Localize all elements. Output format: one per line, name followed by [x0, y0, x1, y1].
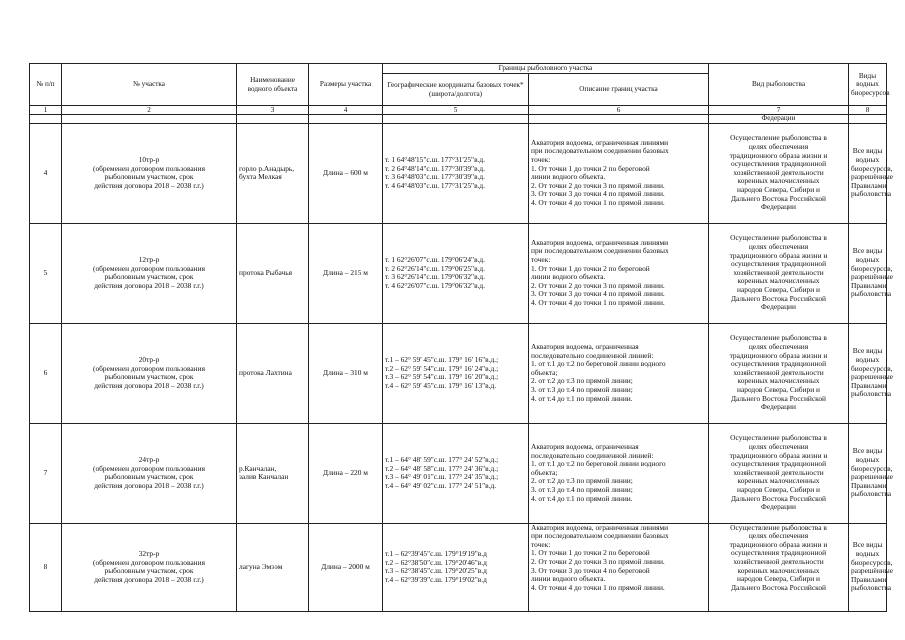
- coordinates-cell-line: т. 2 64°48'14"с.ш. 177°30'39"в.д.: [385, 163, 486, 173]
- fishing-type-cell-line: целях обеспечения: [748, 442, 809, 452]
- bounds-description-cell: [529, 423, 709, 523]
- bounds-description-cell: [529, 523, 709, 611]
- site-number-cell-line: (обременен договором пользования: [93, 463, 205, 473]
- species-cell-line: рыболовства: [851, 489, 892, 499]
- fishing-type-cell-line: осуществления традиционной: [730, 359, 827, 369]
- bounds-description-cell-line: линии водного объекта.: [531, 172, 606, 182]
- header-species: Виды водных биоресурсов: [849, 64, 887, 106]
- coordinates-cell-line: т.1 – 62° 59' 45"с.ш. 179° 16' 16"в.д.;: [385, 354, 499, 364]
- header-fishing-type: Вид рыболовства: [709, 64, 849, 106]
- coordinates-cell-line: т.4 – 62°39'39"с.ш. 179°19'02"в.д: [385, 574, 487, 584]
- fishing-type-cell-line: целях обеспечения: [748, 242, 809, 252]
- bounds-description-cell-line: объекта;: [531, 467, 558, 477]
- fishing-sites-table: [29, 63, 893, 612]
- site-number-cell-line: 20тр-р: [138, 354, 160, 364]
- bounds-description-cell-line: 1. От точки 1 до точки 2 по береговой: [531, 163, 650, 173]
- fishing-type-cell-line: народов Севера, Сибири и: [737, 284, 820, 294]
- bounds-description-cell-line: 3. От точки 3 до точки 4 по прямой линии.: [531, 189, 665, 199]
- water-body-cell-line: горло р.Анадырь,: [239, 163, 295, 173]
- bounds-description-cell-line: 4. От точки 4 до точки 1 по прямой линии.: [531, 297, 665, 307]
- fishing-type-cell-line: Осуществление рыболовства в: [730, 233, 827, 243]
- bounds-description-cell-line: 1. от т.1 до т.2 по береговой линии водного: [531, 359, 666, 369]
- water-body-cell-line: залив Канчалан: [239, 472, 289, 482]
- coordinates-cell-line: т.1 – 62°39'45"с.ш. 179°19'19"в.д: [385, 548, 487, 558]
- table-row: [30, 323, 887, 423]
- bounds-description-cell-line: 4. от т.4 до т.1 по прямой линии.: [531, 493, 633, 503]
- coordinates-cell-line: т.1 – 64° 48' 59"с.ш. 177° 24' 52"в.д.;: [385, 454, 499, 464]
- site-number-cell-line: (обременен договором пользования: [93, 557, 205, 567]
- bounds-description-cell-line: 3. от т.3 до т.4 по прямой линии;: [531, 384, 633, 394]
- coordinates-cell-line: т.4 – 64° 49' 02"с.ш. 177° 24' 51"в.д.: [385, 480, 497, 490]
- header-water-body: Наименование водного объекта: [237, 64, 309, 106]
- fishing-type-cell: [709, 123, 849, 223]
- fishing-type-cell-line: Федерации: [761, 502, 796, 512]
- fishing-type-cell-line: Федерации: [761, 302, 796, 312]
- bounds-description-cell-line: при последовательном соединении базовых: [531, 146, 669, 156]
- bounds-description-cell-line: Акватория водоема, ограниченная: [531, 442, 639, 452]
- column-number: 4: [309, 106, 383, 115]
- species-cell-line: разрешенные: [851, 372, 893, 382]
- site-size-cell: Длина – 2000 м: [309, 523, 383, 611]
- coordinates-cell-line: т. 2 62°26'14"с.ш. 179°06'25"в.д.: [385, 263, 486, 273]
- fishing-type-cell-line: традиционного образа жизни и: [729, 250, 828, 260]
- table-row: [30, 423, 887, 523]
- fishing-type-cell-line: целях обеспечения: [748, 531, 809, 541]
- header-coordinates: Географические координаты базовых точек* (широта/долгота): [383, 74, 529, 106]
- species-cell: [849, 323, 893, 423]
- species-cell: [849, 423, 893, 523]
- bounds-description-cell-line: при последовательном соединении базовых: [531, 246, 669, 256]
- bounds-description-cell-line: 3. От точки 3 до точки 4 по прямой линии.: [531, 289, 665, 299]
- bounds-description-cell-line: 2. От точки 2 до точки 3 по прямой линии.: [531, 280, 665, 290]
- row-number: 4: [30, 123, 62, 223]
- fishing-type-cell-line: Осуществление рыболовства в: [730, 133, 827, 143]
- species-cell-line: Правилами: [851, 380, 887, 390]
- species-cell-line: биоресурсов,: [851, 263, 893, 273]
- fishing-type-cell-line: коренных малочисленных: [737, 476, 820, 486]
- fishing-type-cell-line: хозяйственной деятельности: [733, 467, 824, 477]
- species-cell-line: водных: [855, 254, 880, 264]
- species-cell-line: разрешённые: [851, 172, 893, 182]
- site-size-cell: Длина – 220 м: [309, 423, 383, 523]
- header-row-top: [30, 64, 887, 74]
- coordinates-cell-line: т.4 – 62° 59' 45"с.ш. 179° 16' 13"в.д.: [385, 380, 497, 390]
- bounds-description-cell-line: 2. от т.2 до т.3 по прямой линии;: [531, 476, 633, 486]
- coordinates-cell-line: т. 1 62°26'07"с.ш. 179°06'24"в.д.: [385, 254, 486, 264]
- water-body-cell-line: р.Канчалан,: [239, 463, 277, 473]
- water-body-cell: [237, 223, 309, 323]
- coordinates-cell-line: т. 4 62°26'07"с.ш. 179°06'32"в.д.: [385, 280, 486, 290]
- coordinates-cell-line: т.3 – 62° 59' 54"с.ш. 179° 16' 20"в.д.;: [385, 372, 499, 382]
- column-numbers-row: [30, 106, 887, 115]
- bounds-description-cell: [529, 223, 709, 323]
- fishing-type-cell-line: Дальнего Востока Российской: [730, 493, 827, 503]
- bounds-description-cell: [529, 323, 709, 423]
- species-cell-line: водных: [855, 548, 880, 558]
- fishing-type-cell-line: Федерации: [761, 202, 796, 212]
- bounds-description-cell-line: 3. От точки 3 до точки 4 по береговой: [531, 565, 650, 575]
- coordinates-cell: [383, 423, 529, 523]
- row-number: 6: [30, 323, 62, 423]
- site-number-cell-line: 32тр-р: [138, 548, 160, 558]
- site-number-cell: [62, 223, 237, 323]
- fishing-type-cell-line: Федерации: [761, 402, 796, 412]
- fishing-type-cell-line: Осуществление рыболовства в: [730, 333, 827, 343]
- bounds-description-cell-line: 3. от т.3 до т.4 по прямой линии;: [531, 484, 633, 494]
- fishing-type-cell-line: народов Севера, Сибири и: [737, 484, 820, 494]
- bounds-description-cell-line: 4. От точки 4 до точки 1 по прямой линии.: [531, 582, 665, 592]
- site-number-cell-line: действия договора 2018 – 2038 г.г.): [94, 180, 204, 190]
- species-cell-line: биоресурсов,: [851, 363, 893, 373]
- bounds-description-cell-line: 1. От точки 1 до точки 2 по береговой: [531, 263, 650, 273]
- column-number: 5: [383, 106, 529, 115]
- column-number: 6: [529, 106, 709, 115]
- row-number: 5: [30, 223, 62, 323]
- species-cell-line: рыболовства: [851, 189, 892, 199]
- site-number-cell: [62, 423, 237, 523]
- bounds-description-cell-line: 4. От точки 4 до точки 1 по прямой линии.: [531, 197, 665, 207]
- header-site-number: № участка: [62, 64, 237, 106]
- fishing-type-cell: [709, 223, 849, 323]
- bounds-description-cell-line: 4. от т.4 до т.1 по прямой линии.: [531, 393, 633, 403]
- fishing-type-cell-line: Дальнего Востока Российской: [730, 193, 827, 203]
- species-cell-line: Правилами: [851, 280, 887, 290]
- bounds-description-cell-line: при последовательном соединении базовых: [531, 531, 669, 541]
- fishing-type-cell-line: традиционного образа жизни и: [729, 450, 828, 460]
- species-cell-line: водных: [855, 154, 880, 164]
- coordinates-cell: [383, 323, 529, 423]
- site-number-cell-line: (обременен договором пользования: [93, 363, 205, 373]
- bounds-description-cell-line: линии водного объекта.: [531, 272, 606, 282]
- fishing-type-cell-line: хозяйственной деятельности: [733, 167, 824, 177]
- fishing-type-cell-line: коренных малочисленных: [737, 176, 820, 186]
- fishing-type-cell: [709, 323, 849, 423]
- fishing-type-cell-line: коренных малочисленных: [737, 376, 820, 386]
- species-cell-line: водных: [855, 454, 880, 464]
- continuation-row: [30, 115, 887, 124]
- coordinates-cell-line: т.2 – 64° 48' 58"с.ш. 177° 24' 36"в.д.;: [385, 463, 499, 473]
- bounds-description-cell-line: объекта;: [531, 367, 558, 377]
- species-cell-line: водных: [855, 354, 880, 364]
- bounds-description-cell-line: точек:: [531, 254, 551, 264]
- table-row: [30, 223, 887, 323]
- header-site-size: Размеры участка: [309, 64, 383, 106]
- header-row-number: № п/п: [30, 64, 62, 106]
- coordinates-cell-line: т. 1 64°48'15"с.ш. 177°31'25"в.д.: [385, 154, 486, 164]
- site-number-cell-line: действия договора 2018 – 2038 г.г.): [94, 280, 204, 290]
- water-body-cell: [237, 123, 309, 223]
- fishing-type-cell-line: осуществления традиционной: [730, 259, 827, 269]
- species-cell-line: рыболовства: [851, 289, 892, 299]
- site-number-cell: [62, 323, 237, 423]
- fishing-type-cell-line: Осуществление рыболовства в: [730, 522, 827, 532]
- site-size-cell: Длина – 310 м: [309, 323, 383, 423]
- bounds-description-cell-line: линии водного объекта.: [531, 574, 606, 584]
- water-body-cell-line: бухта Мелкая: [239, 172, 282, 182]
- table-body: [30, 123, 893, 611]
- fishing-type-cell-line: народов Севера, Сибири и: [737, 574, 820, 584]
- site-number-cell-line: рыболовным участком, срок: [104, 372, 194, 382]
- bounds-description-cell-line: 1. от т.1 до т.2 по береговой линии водного: [531, 459, 666, 469]
- column-number: 7: [709, 106, 849, 115]
- coordinates-cell: [383, 523, 529, 611]
- site-number-cell-line: (обременен договором пользования: [93, 163, 205, 173]
- water-body-cell-line: протока Лахтина: [239, 367, 292, 377]
- species-cell-line: рыболовства: [851, 583, 892, 593]
- species-cell-line: биоресурсов,: [851, 163, 893, 173]
- site-number-cell-line: рыболовным участком, срок: [104, 272, 194, 282]
- header-bounds-description: Описание границ участка: [529, 74, 709, 106]
- coordinates-cell-line: т.3 – 62°38'45"с.ш. 179°20'25"в.д: [385, 566, 487, 576]
- site-number-cell: [62, 523, 237, 611]
- bounds-description-cell-line: 2. От точки 2 до точки 3 по прямой линии.: [531, 180, 665, 190]
- bounds-description-cell-line: Акватория водоема, ограниченная: [531, 342, 639, 352]
- species-cell-line: разрешённые: [851, 272, 893, 282]
- fishing-type-cell-line: осуществления традиционной: [730, 459, 827, 469]
- continuation-text: Федерации: [709, 115, 849, 124]
- bounds-description-cell-line: точек:: [531, 539, 551, 549]
- row-number: 8: [30, 523, 62, 611]
- species-cell-line: Все виды: [852, 146, 883, 156]
- fishing-type-cell-line: традиционного образа жизни и: [729, 150, 828, 160]
- water-body-cell: [237, 323, 309, 423]
- header-site-bounds: Границы рыболовного участка: [383, 64, 709, 74]
- coordinates-cell: [383, 123, 529, 223]
- coordinates-cell-line: т. 4 64°48'03"с.ш. 177°31'25"в.д.: [385, 180, 486, 190]
- site-number-cell-line: (обременен договором пользования: [93, 263, 205, 273]
- bounds-description-cell-line: Акватория водоема, ограниченная линиями: [531, 522, 669, 532]
- site-number-cell: [62, 123, 237, 223]
- site-number-cell-line: рыболовным участком, срок: [104, 172, 194, 182]
- fishing-type-cell-line: традиционного образа жизни и: [729, 350, 828, 360]
- bounds-description-cell-line: последовательно соединенной линией:: [531, 450, 654, 460]
- fishing-type-cell-line: коренных малочисленных: [737, 565, 820, 575]
- site-number-cell-line: 12тр-р: [138, 254, 160, 264]
- table-row: [30, 523, 887, 611]
- site-number-cell-line: действия договора 2018 – 2038 г.г.): [94, 480, 204, 490]
- fishing-type-cell-line: Дальнего Востока Российской: [730, 293, 827, 303]
- site-number-cell-line: рыболовным участком, срок: [104, 566, 194, 576]
- coordinates-cell: [383, 223, 529, 323]
- fishing-type-cell: [709, 423, 849, 523]
- coordinates-cell-line: т.3 – 64° 49' 01"с.ш. 177° 24' 35"в.д.;: [385, 472, 499, 482]
- species-cell-line: Все виды: [852, 540, 883, 550]
- site-number-cell-line: рыболовным участком, срок: [104, 472, 194, 482]
- fishing-type-cell-line: хозяйственной деятельности: [733, 367, 824, 377]
- site-size-cell: Длина – 600 м: [309, 123, 383, 223]
- column-number: 1: [30, 106, 62, 115]
- site-size-cell: Длина – 215 м: [309, 223, 383, 323]
- species-cell-line: Правилами: [851, 574, 887, 584]
- fishing-type-cell-line: Осуществление рыболовства в: [730, 433, 827, 443]
- coordinates-cell-line: т. 3 62°26'14"с.ш. 179°06'32"в.д.: [385, 272, 486, 282]
- bounds-description-cell-line: Акватория водоема, ограниченная линиями: [531, 237, 669, 247]
- water-body-cell-line: протока Рыбачья: [239, 267, 292, 277]
- fishing-type-cell-line: народов Севера, Сибири и: [737, 384, 820, 394]
- site-number-cell-line: 10тр-р: [138, 154, 160, 164]
- coordinates-cell-line: т. 3 64°48'03"с.ш. 177°30'39"в.д.: [385, 172, 486, 182]
- species-cell-line: разрешенные: [851, 472, 893, 482]
- fishing-type-cell-line: осуществления традиционной: [730, 548, 827, 558]
- species-cell: [849, 223, 893, 323]
- bounds-description-cell-line: 1. От точки 1 до точки 2 по береговой: [531, 548, 650, 558]
- water-body-cell: [237, 523, 309, 611]
- site-number-cell-line: действия договора 2018 – 2038 г.г.): [94, 380, 204, 390]
- species-cell: [849, 523, 893, 611]
- site-number-cell-line: 24тр-р: [138, 454, 160, 464]
- coordinates-cell-line: т.2 – 62° 59' 54"с.ш. 179° 16' 24"в.д.;: [385, 363, 499, 373]
- species-cell-line: Все виды: [852, 246, 883, 256]
- bounds-description-cell-line: точек:: [531, 154, 551, 164]
- fishing-type-cell-line: хозяйственной деятельности: [733, 556, 824, 566]
- water-body-cell: [237, 423, 309, 523]
- species-cell-line: Правилами: [851, 180, 887, 190]
- fishing-type-cell-line: целях обеспечения: [748, 342, 809, 352]
- species-cell-line: разрешённые: [851, 566, 893, 576]
- row-number: 7: [30, 423, 62, 523]
- species-cell-line: Правилами: [851, 480, 887, 490]
- bounds-description-cell-line: 2. От точки 2 до точки 3 по прямой линии.: [531, 556, 665, 566]
- coordinates-cell-line: т.2 – 62°38'50"с.ш. 179°20'46"в.д: [385, 557, 487, 567]
- fishing-type-cell-line: Дальнего Востока Российской: [730, 393, 827, 403]
- fishing-type-cell-line: хозяйственной деятельности: [733, 267, 824, 277]
- fishing-type-cell: [709, 523, 849, 611]
- fishing-type-cell-line: традиционного образа жизни и: [729, 539, 828, 549]
- bounds-description-cell-line: 2. от т.2 до т.3 по прямой линии;: [531, 376, 633, 386]
- fishing-type-cell-line: коренных малочисленных: [737, 276, 820, 286]
- bounds-description-cell-line: Акватория водоема, ограниченная линиями: [531, 137, 669, 147]
- table-row: [30, 123, 887, 223]
- bounds-description-cell: [529, 123, 709, 223]
- fishing-type-cell-line: народов Севера, Сибири и: [737, 184, 820, 194]
- site-number-cell-line: действия договора 2018 – 2038 г.г.): [94, 574, 204, 584]
- column-number: 3: [237, 106, 309, 115]
- species-cell-line: Все виды: [852, 346, 883, 356]
- column-number: 2: [62, 106, 237, 115]
- species-cell-line: биоресурсов,: [851, 557, 893, 567]
- water-body-cell-line: лагуна Эмээм: [239, 561, 283, 571]
- species-cell-line: рыболовства: [851, 389, 892, 399]
- bounds-description-cell-line: последовательно соединенной линией:: [531, 350, 654, 360]
- fishing-type-cell-line: осуществления традиционной: [730, 159, 827, 169]
- species-cell: [849, 123, 893, 223]
- species-cell-line: Все виды: [852, 446, 883, 456]
- column-number: 8: [849, 106, 887, 115]
- fishing-type-cell-line: целях обеспечения: [748, 142, 809, 152]
- fishing-type-cell-line: Дальнего Востока Российской: [730, 582, 827, 592]
- species-cell-line: биоресурсов,: [851, 463, 893, 473]
- fishing-sites-document: [29, 63, 893, 612]
